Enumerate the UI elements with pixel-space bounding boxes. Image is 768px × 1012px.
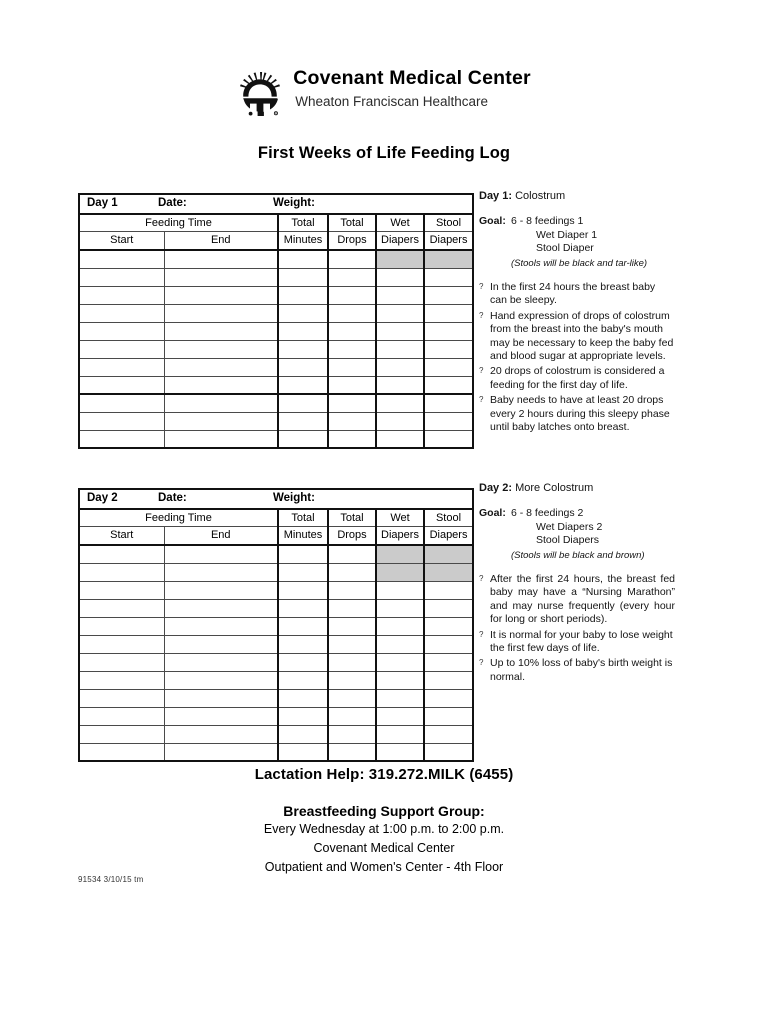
table-row[interactable] — [79, 545, 473, 563]
table-cell[interactable] — [376, 545, 424, 563]
table-row[interactable] — [79, 430, 473, 448]
table-row[interactable] — [79, 707, 473, 725]
table-cell[interactable] — [376, 412, 424, 430]
table-cell[interactable] — [79, 707, 164, 725]
goal-line: Stool Diapers — [536, 534, 600, 547]
day-label: Day 1 — [87, 197, 118, 209]
table-cell[interactable] — [164, 322, 278, 340]
goal-block — [479, 215, 675, 270]
column-header-stool-diapers-top: Stool — [424, 214, 473, 231]
table-row[interactable] — [79, 725, 473, 743]
goal-line: 6 - 8 feedings 2 — [511, 507, 584, 520]
table-cell[interactable] — [376, 617, 424, 635]
table-cell[interactable] — [328, 635, 376, 653]
table-cell[interactable] — [164, 743, 278, 761]
column-header-end: End — [164, 526, 278, 545]
table-row[interactable] — [79, 358, 473, 376]
table-cell[interactable] — [164, 430, 278, 448]
organization-subtitle: Wheaton Franciscan Healthcare — [295, 94, 489, 109]
table-row[interactable] — [79, 671, 473, 689]
svg-text:R: R — [275, 112, 278, 116]
table-cell[interactable] — [164, 617, 278, 635]
column-header-total-drops-bottom: Drops — [328, 231, 376, 250]
table-cell[interactable] — [278, 545, 328, 563]
note-bullet-list — [479, 573, 675, 684]
table-cell[interactable] — [424, 743, 473, 761]
table-row[interactable] — [79, 394, 473, 412]
table-cell[interactable] — [164, 376, 278, 394]
table-cell[interactable] — [328, 358, 376, 376]
goal-line: 6 - 8 feedings 1 — [511, 215, 584, 228]
note-bullet-item — [479, 573, 675, 627]
bullet-marker-icon: ? — [479, 395, 484, 405]
note-day-prefix: Day 1: — [479, 190, 513, 202]
table-cell[interactable] — [424, 430, 473, 448]
brand-lockup — [237, 66, 531, 116]
table-row[interactable] — [79, 689, 473, 707]
table-cell[interactable] — [79, 563, 164, 581]
table-cell[interactable] — [376, 358, 424, 376]
table-cell[interactable] — [328, 617, 376, 635]
note-bullet-text: 20 drops of colostrum is considered a feeding for the first day of life. — [490, 365, 665, 391]
table-cell[interactable] — [424, 376, 473, 394]
weight-field-label: Weight: — [273, 492, 315, 504]
table-cell[interactable] — [164, 394, 278, 412]
table-cell[interactable] — [328, 286, 376, 304]
table-cell[interactable] — [79, 322, 164, 340]
table-cell[interactable] — [376, 394, 424, 412]
table-cell[interactable] — [376, 286, 424, 304]
table-cell[interactable] — [278, 250, 328, 268]
table-cell[interactable] — [424, 689, 473, 707]
note-bullet-text: Hand expression of drops of colostrum from the breast into the baby's mouth may be necessary to keep the baby fed and blood sugar at appropriate levels. — [490, 309, 674, 363]
table-cell[interactable] — [376, 268, 424, 286]
table-cell[interactable] — [424, 412, 473, 430]
table-row[interactable] — [79, 617, 473, 635]
table-cell[interactable] — [424, 358, 473, 376]
column-header-feeding-time: Feeding Time — [79, 214, 278, 231]
table-row[interactable] — [79, 322, 473, 340]
column-header-start: Start — [79, 526, 164, 545]
table-cell[interactable] — [79, 340, 164, 358]
table-cell[interactable] — [424, 653, 473, 671]
note-day-heading — [479, 482, 675, 495]
table-cell[interactable] — [164, 635, 278, 653]
table-cell[interactable] — [278, 635, 328, 653]
note-bullet-list — [479, 281, 675, 434]
table-cell[interactable] — [424, 617, 473, 635]
table-cell[interactable] — [164, 707, 278, 725]
date-field-label: Date: — [158, 197, 187, 209]
table-cell[interactable] — [278, 617, 328, 635]
note-bullet-text: Baby needs to have at least 20 drops every 2 hours during this sleepy phase until baby latches onto breast. — [490, 394, 670, 434]
table-cell[interactable] — [376, 599, 424, 617]
organization-name: Covenant Medical Center — [293, 67, 531, 89]
table-cell[interactable] — [79, 376, 164, 394]
column-header-feeding-time: Feeding Time — [79, 509, 278, 526]
table-row[interactable] — [79, 563, 473, 581]
table-cell[interactable] — [424, 599, 473, 617]
goal-line: Wet Diaper 1 — [536, 228, 598, 241]
table-cell[interactable] — [164, 286, 278, 304]
table-cell[interactable] — [376, 322, 424, 340]
weight-field-label: Weight: — [273, 197, 315, 209]
date-field-label: Date: — [158, 492, 187, 504]
note-bullet-text: Up to 10% loss of baby's birth weight is normal. — [490, 657, 673, 683]
table-cell[interactable] — [376, 563, 424, 581]
table-cell[interactable] — [164, 689, 278, 707]
table-cell[interactable] — [376, 725, 424, 743]
bullet-marker-icon: ? — [479, 658, 484, 668]
note-bullet-text: In the first 24 hours the breast baby can be sleepy. — [490, 281, 656, 307]
table-cell[interactable] — [424, 286, 473, 304]
table-header-top — [79, 214, 473, 231]
support-line-1: Every Wednesday at 1:00 p.m. to 2:00 p.m. — [263, 822, 505, 836]
table-cell[interactable] — [278, 563, 328, 581]
support-line-2: Covenant Medical Center — [313, 841, 455, 855]
day-label: Day 2 — [87, 492, 118, 504]
table-cell[interactable] — [79, 412, 164, 430]
table-row[interactable] — [79, 376, 473, 394]
note-bullet-item — [479, 365, 675, 392]
table-cell[interactable] — [424, 635, 473, 653]
table-cell[interactable] — [278, 304, 328, 322]
note-bullet-item — [479, 310, 675, 364]
column-header-stool-diapers-bottom: Diapers — [424, 231, 473, 250]
table-cell[interactable] — [278, 581, 328, 599]
table-cell[interactable] — [278, 358, 328, 376]
table-row[interactable] — [79, 599, 473, 617]
table-date-row — [79, 489, 473, 509]
table-cell[interactable] — [328, 581, 376, 599]
table-cell[interactable] — [164, 340, 278, 358]
column-header-stool-diapers-top: Stool — [424, 509, 473, 526]
page-header — [0, 66, 768, 116]
table-cell[interactable] — [376, 707, 424, 725]
table-cell[interactable] — [328, 394, 376, 412]
column-header-wet-diapers-top: Wet — [376, 214, 424, 231]
goal-line: Stool Diaper — [536, 242, 594, 255]
lactation-help-line: Lactation Help: 319.272.MILK (6455) — [254, 766, 514, 783]
table-cell[interactable] — [376, 340, 424, 358]
table-cell[interactable] — [164, 599, 278, 617]
table-cell[interactable] — [328, 563, 376, 581]
table-cell[interactable] — [424, 545, 473, 563]
column-header-total-minutes-bottom: Minutes — [278, 526, 328, 545]
table-row[interactable] — [79, 340, 473, 358]
table-cell[interactable] — [278, 599, 328, 617]
table-cell[interactable] — [278, 268, 328, 286]
column-header-stool-diapers-bottom: Diapers — [424, 526, 473, 545]
table-cell[interactable] — [328, 322, 376, 340]
note-bullet-item — [479, 394, 675, 434]
table-cell[interactable] — [424, 268, 473, 286]
table-cell[interactable] — [79, 304, 164, 322]
table-cell[interactable] — [328, 545, 376, 563]
feeding-log-table-day2[interactable] — [78, 488, 474, 762]
table-cell[interactable] — [278, 671, 328, 689]
table-cell[interactable] — [424, 581, 473, 599]
notes-day1 — [479, 190, 675, 437]
table-cell[interactable] — [328, 268, 376, 286]
table-cell[interactable] — [328, 430, 376, 448]
table-cell[interactable] — [424, 707, 473, 725]
table-cell[interactable] — [164, 268, 278, 286]
column-header-end: End — [164, 231, 278, 250]
table-cell[interactable] — [278, 394, 328, 412]
date-weight-cell[interactable] — [79, 489, 473, 509]
table-cell[interactable] — [164, 304, 278, 322]
table-cell[interactable] — [79, 653, 164, 671]
table-row[interactable] — [79, 286, 473, 304]
table-cell[interactable] — [164, 563, 278, 581]
table-cell[interactable] — [328, 340, 376, 358]
column-header-total-drops-bottom: Drops — [328, 526, 376, 545]
table-cell[interactable] — [424, 322, 473, 340]
table-cell[interactable] — [376, 653, 424, 671]
table-cell[interactable] — [164, 671, 278, 689]
table-cell[interactable] — [424, 340, 473, 358]
table-cell[interactable] — [376, 689, 424, 707]
table-cell[interactable] — [424, 304, 473, 322]
table-cell[interactable] — [79, 430, 164, 448]
table-cell[interactable] — [79, 599, 164, 617]
table-row[interactable] — [79, 250, 473, 268]
table-cell[interactable] — [278, 286, 328, 304]
table-cell[interactable] — [278, 376, 328, 394]
table-cell[interactable] — [328, 250, 376, 268]
bullet-marker-icon: ? — [479, 366, 484, 376]
table-cell[interactable] — [79, 268, 164, 286]
note-day-heading — [479, 190, 675, 203]
notes-day2 — [479, 482, 675, 686]
table-cell[interactable] — [328, 725, 376, 743]
goal-label: Goal: — [479, 215, 506, 228]
goal-label: Goal: — [479, 507, 506, 520]
table-cell[interactable] — [376, 376, 424, 394]
table-cell[interactable] — [376, 304, 424, 322]
goal-stool-note: (Stools will be black and tar-like) — [511, 257, 648, 269]
table-cell[interactable] — [328, 707, 376, 725]
table-cell[interactable] — [278, 430, 328, 448]
table-cell[interactable] — [164, 358, 278, 376]
table-cell[interactable] — [79, 635, 164, 653]
table-cell[interactable] — [424, 725, 473, 743]
table-cell[interactable] — [164, 581, 278, 599]
bullet-marker-icon: ? — [479, 574, 484, 584]
table-cell[interactable] — [424, 671, 473, 689]
table-cell[interactable] — [328, 671, 376, 689]
note-day-prefix: Day 2: — [479, 482, 513, 494]
table-row[interactable] — [79, 653, 473, 671]
table-cell[interactable] — [376, 743, 424, 761]
sunburst-arch-logo-icon — [237, 69, 283, 117]
column-header-total-minutes-top: Total — [278, 509, 328, 526]
table-cell[interactable] — [376, 671, 424, 689]
table-cell[interactable] — [278, 412, 328, 430]
note-bullet-item — [479, 281, 675, 308]
table-row[interactable] — [79, 268, 473, 286]
bullet-marker-icon: ? — [479, 629, 484, 639]
table-header-bottom — [79, 231, 473, 250]
feeding-log-table-day1[interactable] — [78, 193, 474, 449]
column-header-total-minutes-bottom: Minutes — [278, 231, 328, 250]
note-day-title: Colostrum — [515, 190, 566, 202]
table-cell[interactable] — [164, 725, 278, 743]
bullet-marker-icon: ? — [479, 282, 484, 292]
table-cell[interactable] — [328, 412, 376, 430]
table-cell[interactable] — [164, 250, 278, 268]
table-cell[interactable] — [328, 689, 376, 707]
table-cell[interactable] — [79, 581, 164, 599]
goal-line: Wet Diapers 2 — [536, 520, 603, 533]
table-row[interactable] — [79, 743, 473, 761]
table-cell[interactable] — [328, 653, 376, 671]
note-bullet-text: After the first 24 hours, the breast fed baby may have a “Nursing Marathon” and may nurse frequently (every hour for long or short periods). — [490, 573, 675, 626]
bullet-marker-icon: ? — [479, 310, 484, 320]
table-row[interactable] — [79, 412, 473, 430]
table-cell[interactable] — [79, 617, 164, 635]
table-cell[interactable] — [376, 635, 424, 653]
goal-block — [479, 507, 675, 562]
table-cell[interactable] — [424, 394, 473, 412]
table-cell[interactable] — [328, 743, 376, 761]
column-header-wet-diapers-bottom: Diapers — [376, 231, 424, 250]
table-cell[interactable] — [376, 250, 424, 268]
table-cell[interactable] — [278, 322, 328, 340]
table-cell[interactable] — [278, 707, 328, 725]
column-header-wet-diapers-bottom: Diapers — [376, 526, 424, 545]
table-cell[interactable] — [79, 671, 164, 689]
table-cell[interactable] — [278, 653, 328, 671]
table-cell[interactable] — [79, 286, 164, 304]
table-cell[interactable] — [328, 599, 376, 617]
table-cell[interactable] — [328, 376, 376, 394]
table-header-top — [79, 509, 473, 526]
note-day-title: More Colostrum — [515, 482, 594, 494]
note-bullet-item — [479, 657, 675, 684]
page-title: First Weeks of Life Feeding Log — [257, 144, 511, 162]
support-group-heading: Breastfeeding Support Group: — [283, 803, 485, 819]
table-cell[interactable] — [424, 563, 473, 581]
column-header-wet-diapers-top: Wet — [376, 509, 424, 526]
table-cell[interactable] — [79, 394, 164, 412]
table-cell[interactable] — [79, 358, 164, 376]
table-cell[interactable] — [164, 653, 278, 671]
table-cell[interactable] — [424, 250, 473, 268]
table-cell[interactable] — [79, 250, 164, 268]
column-header-total-drops-top: Total — [328, 214, 376, 231]
table-cell[interactable] — [79, 743, 164, 761]
column-header-total-minutes-top: Total — [278, 214, 328, 231]
document-id: 91534 3/10/15 tm — [78, 875, 144, 884]
table-cell[interactable] — [164, 545, 278, 563]
table-cell[interactable] — [278, 689, 328, 707]
page-footer — [0, 766, 768, 876]
table-cell[interactable] — [328, 304, 376, 322]
table-row[interactable] — [79, 581, 473, 599]
table-cell[interactable] — [278, 725, 328, 743]
table-cell[interactable] — [79, 545, 164, 563]
date-weight-cell[interactable] — [79, 194, 473, 214]
table-row[interactable] — [79, 304, 473, 322]
table-cell[interactable] — [164, 412, 278, 430]
goal-stool-note: (Stools will be black and brown) — [511, 549, 645, 561]
table-cell[interactable] — [79, 725, 164, 743]
table-cell[interactable] — [278, 340, 328, 358]
table-cell[interactable] — [278, 743, 328, 761]
table-cell[interactable] — [376, 581, 424, 599]
column-header-start: Start — [79, 231, 164, 250]
support-line-3: Outpatient and Women's Center - 4th Floor — [264, 860, 504, 874]
table-date-row — [79, 194, 473, 214]
table-cell[interactable] — [376, 430, 424, 448]
note-bullet-item — [479, 629, 675, 656]
note-bullet-text: It is normal for your baby to lose weight the first few days of life. — [490, 628, 673, 655]
table-row[interactable] — [79, 635, 473, 653]
column-header-total-drops-top: Total — [328, 509, 376, 526]
table-cell[interactable] — [79, 689, 164, 707]
table-header-bottom — [79, 526, 473, 545]
